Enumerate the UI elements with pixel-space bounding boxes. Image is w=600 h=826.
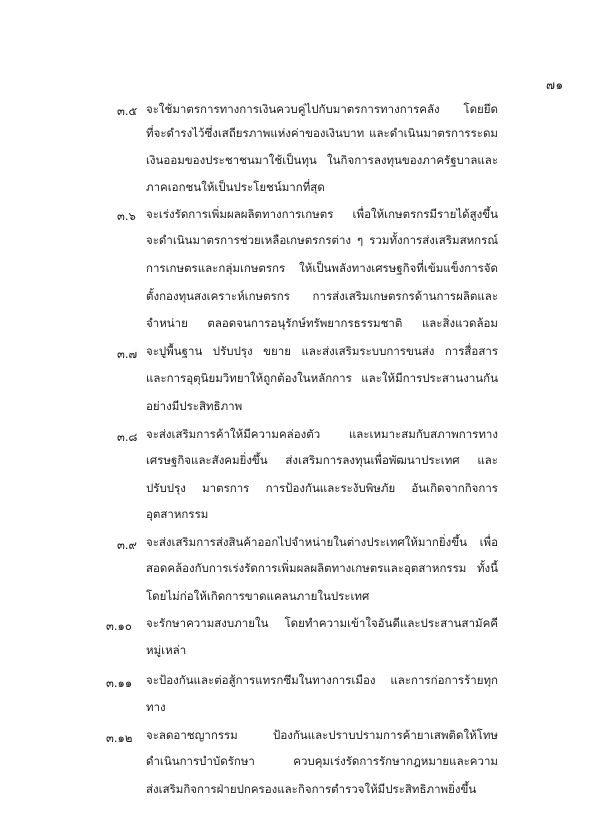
item-text-line: เศรษฐกิจและสังคมยิ่งขึ้น ส่งเสริมการลงทุนเพื่อพัฒนาประเทศ และ <box>146 453 498 467</box>
item-text-line: จะใช้มาตรการทางการเงินควบคู่ไปกับมาตรการทางการคลัง โดยยึด <box>146 102 498 116</box>
item-text-line: จำหน่าย ตลอดจนการอนุรักษ์ทรัพยากรธรรมชาติ และสิ่งแวดล้อม <box>146 316 498 330</box>
item-text-line: ตั้งกองทุนสงเคราะห์เกษตรกร การส่งเสริมเกษตรกรด้านการผลิตและ <box>146 289 498 303</box>
item-text-line: และการอุตุนิยมวิทยาให้ถูกต้องในหลักการ และให้มีการประสานงานกัน <box>146 371 498 385</box>
item-text-line: หมู่เหล่า <box>146 643 187 657</box>
item-text-line: ภาคเอกชนให้เป็นประโยชน์มากที่สุด <box>146 180 325 194</box>
item-text-line: สอดคล้องกับการเร่งรัดการเพิ่มผลผลิตทางเกษตรและอุตสาหกรรม ทั้งนี้ <box>146 561 498 575</box>
item-text-line: จะลดอาชญากรรม ป้องกันและปราบปรามการค้ายาเสพติดให้โทษ <box>146 728 498 742</box>
item-text-line: จะเร่งรัดการเพิ่มผลผลิตทางการเกษตร เพื่อให้เกษตรกรมีรายได้สูงขึ้น <box>146 207 498 221</box>
item-text-line: จะปูพื้นฐาน ปรับปรุง ขยาย และส่งเสริมระบบการขนส่ง การสื่อสาร <box>146 344 498 358</box>
item-text-line: จะดำเนินมาตรการช่วยเหลือเกษตรกรต่าง ๆ รวมทั้งการส่งเสริมสหกรณ์ <box>146 233 498 247</box>
item-text-line: อุตสาหกรรม <box>146 507 209 521</box>
item-text-line: เงินออมของประชาชนมาใช้เป็นทุน ในกิจการลงทุนของภาครัฐบาลและ <box>146 153 498 167</box>
item-text-line: ดำเนินการบำบัดรักษา ควบคุมเร่งรัดการรักษากฎหมายและความ <box>146 754 498 768</box>
item-text-line: ที่จะดำรงไว้ซึ่งเสถียรภาพแห่งค่าของเงินบาท และดำเนินมาตรการระดม <box>146 126 498 140</box>
item-text-line: จะส่งเสริมการค้าให้มีความคล่องตัว และเหมาะสมกับสภาพการทาง <box>146 427 498 441</box>
item-text-line: จะส่งเสริมการส่งสินค้าออกไปจำหน่ายในต่างประเทศให้มากยิ่งขึ้น เพื่อ <box>146 535 498 549</box>
item-text-line: จะรักษาความสงบภายใน โดยทำความเข้าใจอันดีและประสานสามัคคี <box>146 616 498 630</box>
item-number: ๓.๗ <box>117 347 138 361</box>
item-text-line: อย่างมีประสิทธิภาพ <box>146 399 243 413</box>
item-text-line: จะป้องกันและต่อสู้การแทรกซึมในทางการเมือง และการก่อการร้ายทุก <box>146 673 498 687</box>
item-text-line: ส่งเสริมกิจการฝ่ายปกครองและกิจการตำรวจให้มีประสิทธิภาพยิ่งขึ้น <box>146 782 477 796</box>
item-text-line: การเกษตรและกลุ่มเกษตรกร ให้เป็นพลังทางเศรษฐกิจที่เข้มแข็งการจัด <box>146 261 498 275</box>
item-text-line: ทาง <box>146 700 166 714</box>
item-number: ๓.๘ <box>117 430 138 444</box>
item-number: ๓.๑๒ <box>106 731 133 745</box>
item-text-line: ปรับปรุง มาตรการ การป้องกันและระงับพิษภัย อันเกิดจากกิจการ <box>146 481 498 495</box>
item-number: ๓.๕ <box>117 104 138 118</box>
page-number: ๗๑ <box>546 78 564 92</box>
item-number: ๓.๙ <box>117 538 137 552</box>
item-text-line: โดยไม่ก่อให้เกิดการขาดแคลนภายในประเทศ <box>146 589 370 603</box>
item-number: ๓.๖ <box>117 209 136 223</box>
item-number: ๓.๑๑ <box>106 676 133 690</box>
item-number: ๓.๑๐ <box>106 619 132 633</box>
